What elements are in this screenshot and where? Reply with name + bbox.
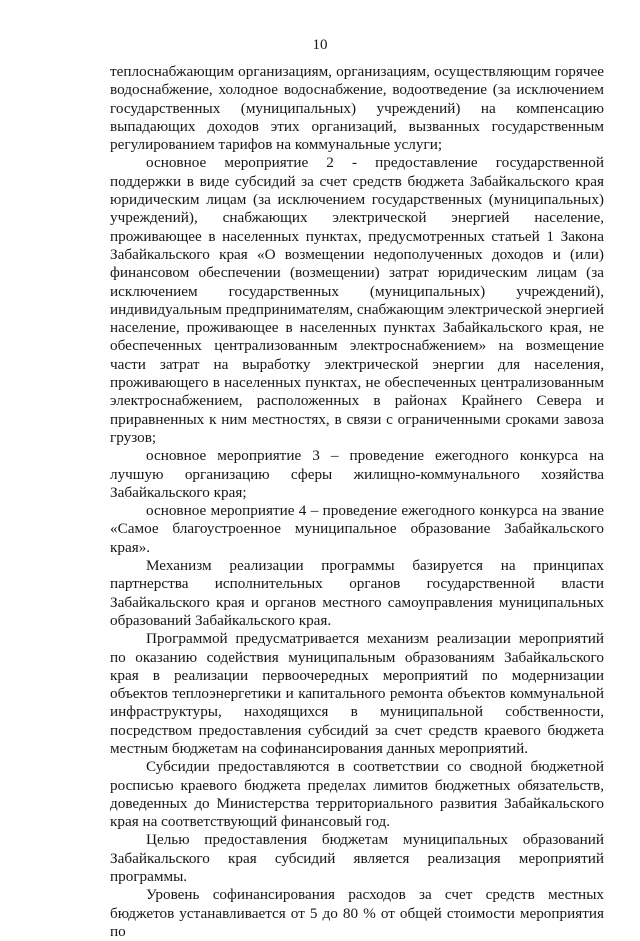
paragraph: основное мероприятие 2 - предоставление государственной поддержки в виде субсидий за счет средств бюджета Забайкальского края юридическим лицам (за исключением государственных (муниципальных) учреждений), снабжающих электрической энергией население, проживающее в населенных пунктах, предусмотренных статьей 1 Закона Забайкальского края «О возмещении недополученных доходов и (или) финансовом обеспечении (возмещении) затрат юридическим лицам (за исключением государственных (муниципальных) учреждений), индивидуальным предпринимателям, снабжающим электрической энергией население, проживающее в населенных пунктах Забайкальского края, не обеспеченных централизованным электроснабжением» на возмещение части затрат на выработку электрической энергии для населения, проживающего в населенных пунктах, не обеспеченных централизованным электроснабжением, расположенных в районах Крайнего Севера и приравненных к ним местностях, в связи с ограниченными сроками завоза грузов; xyxy=(110,154,604,446)
paragraph: основное мероприятие 3 – проведение ежегодного конкурса на лучшую организацию сферы жилищно-коммунального хозяйства Забайкальского края; xyxy=(110,447,604,501)
body-text xyxy=(110,63,604,941)
paragraph: Субсидии предоставляются в соответствии со сводной бюджетной росписью краевого бюджета пределах лимитов бюджетных обязательств, доведенных до Министерства территориального развития Забайкальского края на соответствующий финансовый год. xyxy=(110,758,604,831)
page-number: 10 xyxy=(312,37,328,53)
paragraph: Уровень софинансирования расходов за счет средств местных бюджетов устанавливается от 5 до 80 % от общей стоимости мероприятия по xyxy=(110,886,604,940)
paragraph: теплоснабжающим организациям, организациям, осуществляющим горячее водоснабжение, холодное водоснабжение, водоотведение (за исключением государственных (муниципальных) учреждений) на компенсацию выпадающих доходов этих организаций, вызванных государственным регулированием тарифов на коммунальные услуги; xyxy=(110,63,604,154)
paragraph: Программой предусматривается механизм реализации мероприятий по оказанию содействия муниципальным образованиям Забайкальского края в реализации первоочередных мероприятий по модернизации объектов теплоэнергетики и капитального ремонта объектов коммунальной инфраструктуры, находящихся в муниципальной собственности, посредством предоставления субсидий за счет средств краевого бюджета местным бюджетам на софинансирования данных мероприятий. xyxy=(110,630,604,757)
paragraph: основное мероприятие 4 – проведение ежегодного конкурса на звание «Самое благоустроенное муниципальное образование Забайкальского края». xyxy=(110,502,604,556)
paragraph: Целью предоставления бюджетам муниципальных образований Забайкальского края субсидий является реализация мероприятий программы. xyxy=(110,831,604,886)
paragraph: Механизм реализации программы базируется на принципах партнерства исполнительных органов государственной власти Забайкальского края и органов местного самоуправления муниципальных образований Забайкальского края. xyxy=(110,557,604,629)
